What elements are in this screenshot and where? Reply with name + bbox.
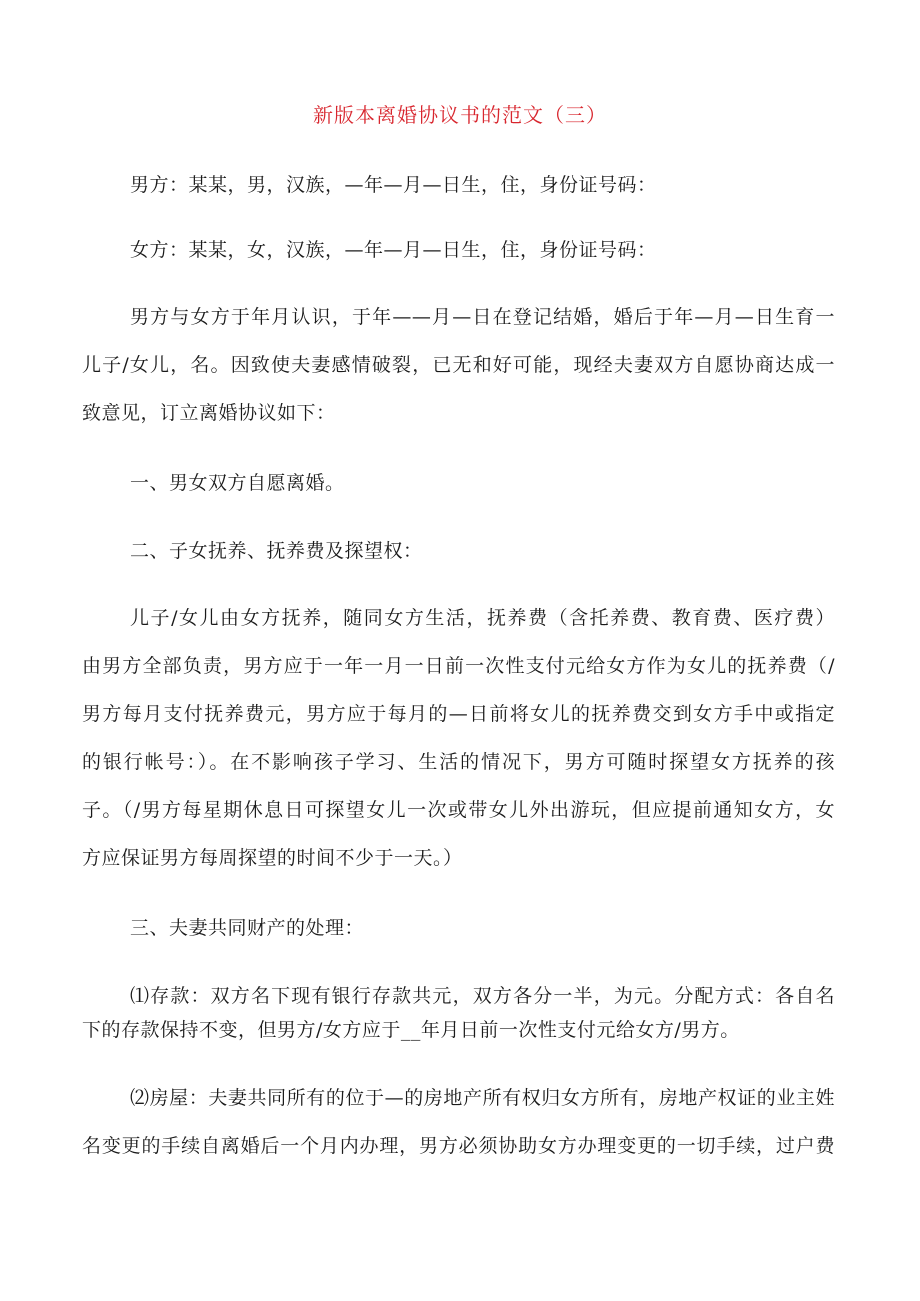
clause-3-house-line-1: ⑵房屋：夫妻共同所有的位于—的房地产所有权归女方所有，房地产权证的业主姓 [130,1087,835,1109]
document-title: 新版本离婚协议书的范文（三） [313,103,607,127]
clause-1-heading: 一、男女双方自愿离婚。 [130,472,345,494]
clause-3-house-line-2: 名变更的手续自离婚后一个月内办理，男方必须协助女方办理变更的一切手续，过户费 [82,1135,835,1157]
clause-2-line-4: 的银行帐号：）。在不影响孩子学习、生活的情况下，男方可随时探望女方抚养的孩 [82,751,835,773]
clause-2-line-3: 男方每月支付抚养费元，男方应于每月的—日前将女儿的抚养费交到女方手中或指定 [82,703,835,725]
clause-2-line-2: 由男方全部负责，男方应于一年一月一日前一次性支付元给女方作为女儿的抚养费（/ [82,655,835,677]
paragraph-intro-line-1: 男方与女方于年月认识，于年——月—日在登记结婚，婚后于年—月—日生育一 [130,306,835,328]
paragraph-intro-line-2: 儿子/女儿，名。因致使夫妻感情破裂，已无和好可能，现经夫妻双方自愿协商达成一 [82,354,835,376]
paragraph-intro-line-3: 致意见，订立离婚协议如下： [82,402,336,424]
clause-2-heading: 二、子女抚养、抚养费及探望权： [130,540,423,562]
clause-3-deposit-line-2: 下的存款保持不变，但男方/女方应于__年月日前一次性支付元给女方/男方。 [82,1019,740,1041]
clause-2-line-6: 方应保证男方每周探望的时间不少于一天。） [82,847,463,869]
clause-3-heading: 三、夫妻共同财产的处理： [130,917,365,939]
clause-2-line-5: 子。（/男方每星期休息日可探望女儿一次或带女儿外出游玩，但应提前通知女方，女 [82,799,835,821]
party-female-line: 女方：某某，女，汉族，—年—月—日生，住，身份证号码： [130,239,657,261]
clause-2-line-1: 儿子/女儿由女方抚养，随同女方生活，抚养费（含托养费、教育费、医疗费） [130,607,835,629]
clause-3-deposit-line-1: ⑴存款：双方名下现有银行存款共元，双方各分一半，为元。分配方式：各自名 [130,985,835,1007]
party-male-line: 男方：某某，男，汉族，—年—月—日生，住，身份证号码： [130,174,657,196]
